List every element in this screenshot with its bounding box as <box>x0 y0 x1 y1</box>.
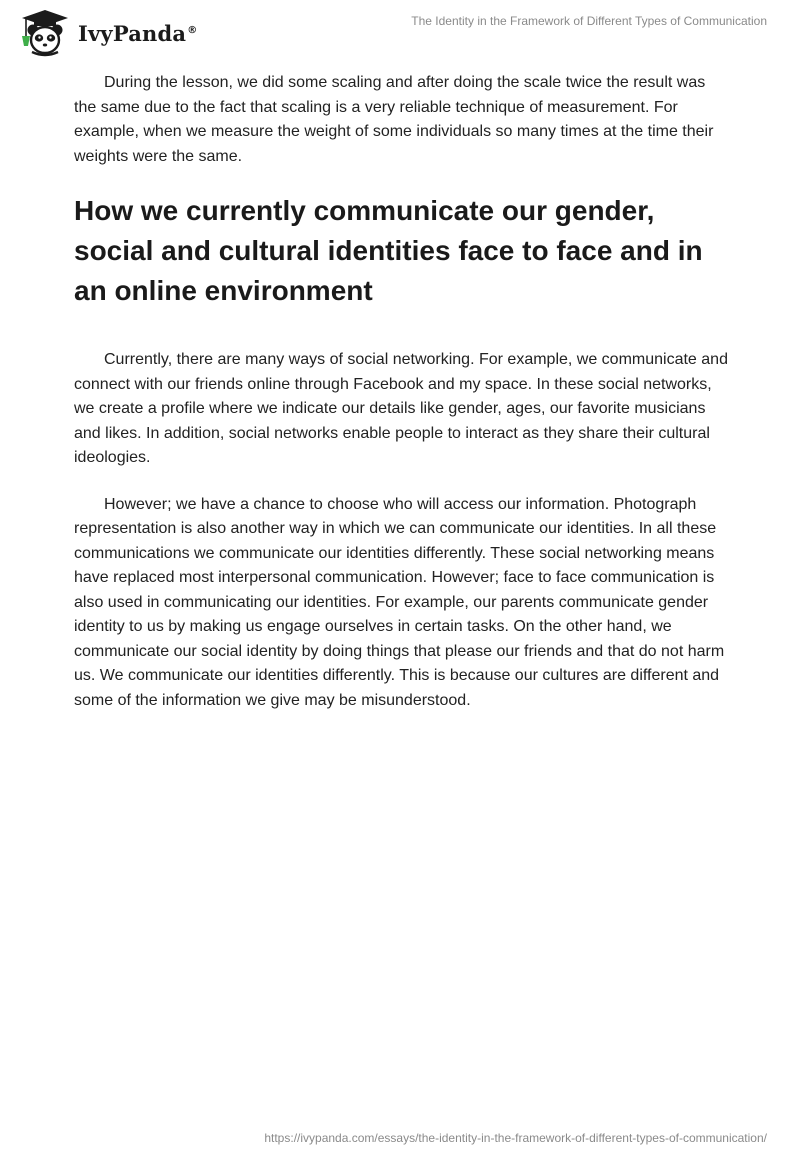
document-title: The Identity in the Framework of Different Types of Communication <box>411 14 767 28</box>
registered-mark: ® <box>187 24 198 36</box>
source-url[interactable]: https://ivypanda.com/essays/the-identity-in-the-framework-of-different-types-of-communication/ <box>264 1131 767 1145</box>
paragraph-identity-communication: However; we have a chance to choose who will access our information. Photograph representation is also another way in which we can communicate our identities. In all these communications we communicate our identities differently. These social networking means have replaced most interpersonal communication. However; face to face communication is also used in communicating our identities. For example, our parents communicate gender identity to us by making us engage ourselves in certain tasks. On the other hand, we communicate our social identity by doing things that please our friends and that do not harm us. We communicate our identities differently. This is because our cultures are different and some of the information we give may be misunderstood. <box>74 495 725 709</box>
ivypanda-logo[interactable] <box>14 8 197 58</box>
essay-content <box>74 71 729 735</box>
paragraph-social-networking: Currently, there are many ways of social networking. For example, we communicate and connect with our friends online through Facebook and my space. In these social networks, we create a profile where we indicate our details like gender, ages, our favorite musicians and likes. In addition, social networks enable people to interact as they share their cultural ideologies. <box>74 351 728 466</box>
paragraph-scaling: During the lesson, we did some scaling and after doing the scale twice the result was the same due to the fact that scaling is a very reliable technique of measurement. For example, when we measure the weight of some individuals so many times at the time their weights were the same. <box>74 74 714 165</box>
brand-name: IvyPanda® <box>78 20 198 46</box>
panda-graduate-icon <box>14 8 76 58</box>
page-header <box>0 0 800 60</box>
section-heading: How we currently communicate our gender, social and cultural identities face to face and in an online environment <box>74 195 703 306</box>
